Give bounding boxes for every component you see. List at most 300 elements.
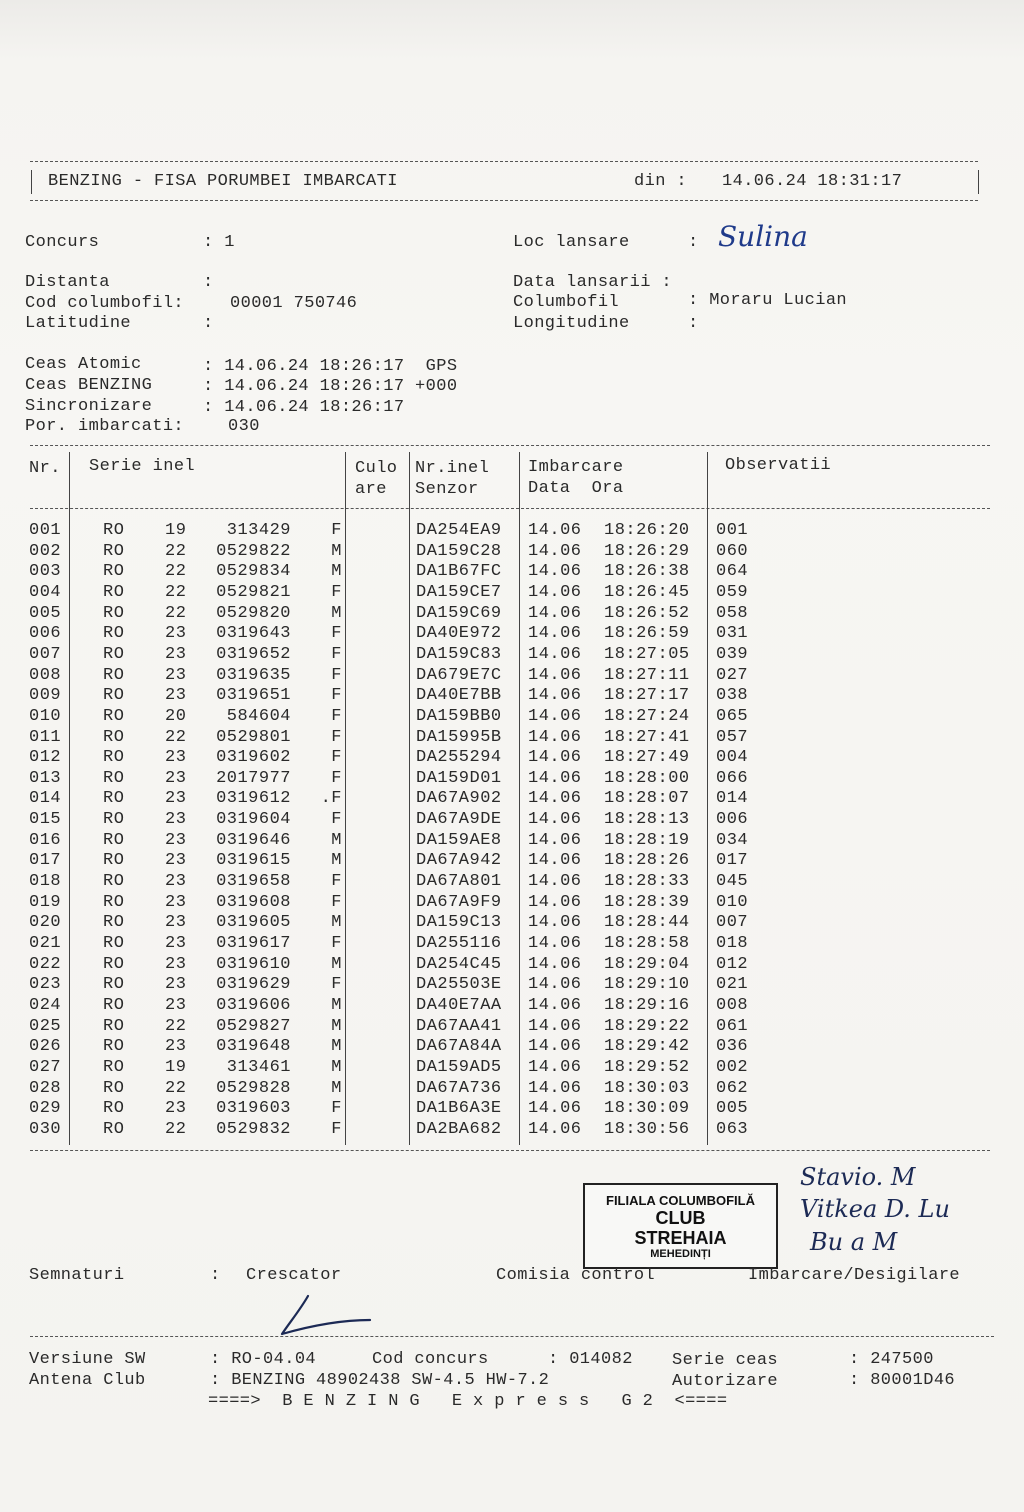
table-row <box>0 542 1024 563</box>
autorizare-label: Autorizare <box>672 1372 779 1391</box>
ceas-atomic-value: : 14.06.24 18:26:17 GPS <box>203 357 458 376</box>
cell-ora: 18:26:20 <box>604 521 690 540</box>
cell-observatii: 012 <box>716 954 749 974</box>
por-imbarcati-value: 030 <box>228 417 260 436</box>
cell-data: 14.06 <box>528 686 582 706</box>
cell-data: 14.06 <box>528 1016 582 1036</box>
stamp-line-3: STREHAIA <box>634 1228 727 1248</box>
concurs-label: Concurs <box>25 233 100 252</box>
cell-nr: 004 <box>29 582 62 602</box>
cell-senzor: DA159BB0 <box>416 706 502 726</box>
cell-ring: 0319602 <box>216 748 291 768</box>
cell-nr: 007 <box>29 644 62 664</box>
crescator-signature-scribble <box>270 1290 380 1340</box>
cell-country: RO <box>103 624 125 644</box>
table-row <box>0 583 1024 604</box>
cell-country: RO <box>103 1119 125 1139</box>
cell-observatii: 062 <box>716 1078 749 1098</box>
cell-ring: 0319612 <box>216 789 291 809</box>
cell-year: 22 <box>165 582 187 602</box>
cell-data: 14.06 <box>528 975 582 995</box>
cell-sex: F <box>331 1099 342 1119</box>
cell-data: 14.06 <box>528 727 582 747</box>
cell-country: RO <box>103 810 125 830</box>
cell-ring: 0319629 <box>216 975 291 995</box>
cell-observatii: 004 <box>716 748 749 768</box>
cell-country: RO <box>103 975 125 995</box>
por-imbarcati-label: Por. imbarcati: <box>25 417 185 436</box>
cell-country: RO <box>103 789 125 809</box>
cell-year: 23 <box>165 872 187 892</box>
cell-country: RO <box>103 582 125 602</box>
cell-nr: 013 <box>29 768 62 788</box>
cell-ora: 18:30:09 <box>604 1099 690 1119</box>
table-row <box>0 934 1024 955</box>
cell-year: 23 <box>165 748 187 768</box>
cell-data: 14.06 <box>528 830 582 850</box>
ceas-benzing-value: : 14.06.24 18:26:17 +000 <box>203 377 458 396</box>
cell-senzor: DA67A9F9 <box>416 892 502 912</box>
data-lansarii-label: Data lansarii : <box>513 273 673 292</box>
table-row <box>0 851 1024 872</box>
loc-lansare-label: Loc lansare <box>513 233 630 252</box>
cell-senzor: DA67A736 <box>416 1078 502 1098</box>
header-top-border <box>30 161 978 162</box>
cell-data: 14.06 <box>528 892 582 912</box>
semnaturi-label: Semnaturi <box>29 1266 125 1285</box>
cell-nr: 028 <box>29 1078 62 1098</box>
cell-ora: 18:27:11 <box>604 665 690 685</box>
cell-ora: 18:28:00 <box>604 768 690 788</box>
cell-senzor: DA40E7BB <box>416 686 502 706</box>
cell-senzor: DA255294 <box>416 748 502 768</box>
cell-senzor: DA159AD5 <box>416 1057 502 1077</box>
cell-sex: F <box>331 624 342 644</box>
cell-ring: 0529821 <box>216 582 291 602</box>
cell-nr: 020 <box>29 913 62 933</box>
semnaturi-sep: : <box>210 1266 221 1285</box>
cell-ora: 18:26:52 <box>604 603 690 623</box>
cell-nr: 030 <box>29 1119 62 1139</box>
cell-observatii: 058 <box>716 603 749 623</box>
cell-ring: 0319608 <box>216 892 291 912</box>
table-row <box>0 707 1024 728</box>
cell-sex: M <box>331 603 342 623</box>
cell-year: 23 <box>165 913 187 933</box>
cell-sex: F <box>331 810 342 830</box>
cell-country: RO <box>103 686 125 706</box>
cell-senzor: DA159C83 <box>416 644 502 664</box>
antena-club-label: Antena Club <box>29 1371 146 1390</box>
handwritten-signature-1: Stavio. M <box>800 1163 916 1191</box>
cell-sex: M <box>331 1037 342 1057</box>
cell-ora: 18:29:16 <box>604 995 690 1015</box>
cell-ring: 0319617 <box>216 934 291 953</box>
cell-observatii: 060 <box>716 541 749 561</box>
th-observatii: Observatii <box>725 456 832 475</box>
cell-senzor: DA159D01 <box>416 768 502 788</box>
cell-nr: 024 <box>29 995 62 1015</box>
cell-senzor: DA2BA682 <box>416 1119 502 1139</box>
cell-ring: 313429 <box>226 521 291 540</box>
table-bottom-border <box>30 1150 990 1151</box>
cell-sex: M <box>331 913 342 933</box>
cell-sex: F <box>331 892 342 912</box>
cell-nr: 027 <box>29 1057 62 1077</box>
cell-sex: F <box>331 521 342 540</box>
cell-senzor: DA159C69 <box>416 603 502 623</box>
cell-nr: 001 <box>29 521 62 540</box>
cell-country: RO <box>103 851 125 871</box>
cell-sex: F <box>331 1119 342 1139</box>
cell-observatii: 057 <box>716 727 749 747</box>
distanta-value: : <box>203 273 214 292</box>
latitudine-label: Latitudine <box>25 314 132 333</box>
cell-data: 14.06 <box>528 521 582 540</box>
cell-year: 22 <box>165 603 187 623</box>
cell-ora: 18:30:56 <box>604 1119 690 1139</box>
latitudine-value: : <box>203 314 214 333</box>
cell-nr: 003 <box>29 562 62 582</box>
versiune-sw-value: : RO-04.04 <box>210 1350 317 1369</box>
table-row <box>0 521 1024 542</box>
cell-nr: 015 <box>29 810 62 830</box>
cell-senzor: DA255116 <box>416 934 502 953</box>
cell-senzor: DA254EA9 <box>416 521 502 540</box>
cell-country: RO <box>103 727 125 747</box>
cell-observatii: 066 <box>716 768 749 788</box>
cell-data: 14.06 <box>528 562 582 582</box>
th-nrinel-1: Nr.inel <box>415 459 490 478</box>
cell-ora: 18:28:26 <box>604 851 690 871</box>
cell-data: 14.06 <box>528 748 582 768</box>
cell-year: 20 <box>165 706 187 726</box>
cell-year: 23 <box>165 975 187 995</box>
cell-country: RO <box>103 1099 125 1119</box>
club-stamp <box>583 1183 778 1269</box>
cell-ora: 18:26:59 <box>604 624 690 644</box>
cell-data: 14.06 <box>528 1119 582 1139</box>
cell-sex: M <box>331 1057 342 1077</box>
antena-club-value: : BENZING 48902438 SW-4.5 HW-7.2 <box>210 1371 550 1390</box>
cell-observatii: 001 <box>716 521 749 540</box>
cell-ring: 0529832 <box>216 1119 291 1139</box>
cell-nr: 011 <box>29 727 62 747</box>
cell-senzor: DA67A942 <box>416 851 502 871</box>
crescator-label: Crescator <box>246 1266 342 1285</box>
cell-data: 14.06 <box>528 1057 582 1077</box>
cell-year: 22 <box>165 1016 187 1036</box>
cell-nr: 014 <box>29 789 62 809</box>
cell-ora: 18:30:03 <box>604 1078 690 1098</box>
cell-ora: 18:28:44 <box>604 913 690 933</box>
cell-senzor: DA254C45 <box>416 954 502 974</box>
cell-nr: 029 <box>29 1099 62 1119</box>
cell-sex: F <box>331 934 342 953</box>
th-culoare-1: Culo <box>355 459 398 478</box>
cell-sex: M <box>331 562 342 582</box>
cell-sex: M <box>331 541 342 561</box>
cell-sex: F <box>331 582 342 602</box>
cell-data: 14.06 <box>528 851 582 871</box>
longitudine-value: : <box>688 314 699 333</box>
cell-observatii: 027 <box>716 665 749 685</box>
cell-ring: 0319605 <box>216 913 291 933</box>
table-row <box>0 955 1024 976</box>
cell-ora: 18:28:13 <box>604 810 690 830</box>
cell-senzor: DA159C13 <box>416 913 502 933</box>
cell-data: 14.06 <box>528 810 582 830</box>
cell-year: 23 <box>165 665 187 685</box>
cell-sex: F <box>331 748 342 768</box>
cell-year: 22 <box>165 1119 187 1139</box>
concurs-value: : 1 <box>203 233 235 252</box>
distanta-label: Distanta <box>25 273 110 292</box>
cod-columbofil-value: 00001 750746 <box>230 294 358 313</box>
cell-ora: 18:27:17 <box>604 686 690 706</box>
cell-senzor: DA159CE7 <box>416 582 502 602</box>
cell-year: 23 <box>165 1099 187 1119</box>
cell-country: RO <box>103 1016 125 1036</box>
cell-year: 23 <box>165 644 187 664</box>
loc-lansare-handwritten: Sulina <box>718 220 808 253</box>
cell-country: RO <box>103 830 125 850</box>
cell-ring: 0529834 <box>216 562 291 582</box>
cell-country: RO <box>103 603 125 623</box>
cell-year: 22 <box>165 1078 187 1098</box>
th-serie-inel: Serie inel <box>89 457 196 476</box>
cell-country: RO <box>103 706 125 726</box>
table-row <box>0 831 1024 852</box>
cell-observatii: 018 <box>716 934 749 953</box>
cell-senzor: DA679E7C <box>416 665 502 685</box>
cell-senzor: DA67A84A <box>416 1037 502 1057</box>
cell-year: 19 <box>165 1057 187 1077</box>
cell-country: RO <box>103 521 125 540</box>
cell-observatii: 036 <box>716 1037 749 1057</box>
cell-nr: 008 <box>29 665 62 685</box>
cell-ora: 18:27:49 <box>604 748 690 768</box>
cell-senzor: DA15995B <box>416 727 502 747</box>
cell-year: 23 <box>165 954 187 974</box>
cell-nr: 021 <box>29 934 62 953</box>
cod-concurs-value: : 014082 <box>548 1350 633 1369</box>
autorizare-value: : 80001D46 <box>849 1371 956 1390</box>
table-row <box>0 562 1024 583</box>
cell-nr: 002 <box>29 541 62 561</box>
cell-data: 14.06 <box>528 913 582 933</box>
versiune-sw-label: Versiune SW <box>29 1350 146 1369</box>
cell-country: RO <box>103 913 125 933</box>
cell-ora: 18:28:07 <box>604 789 690 809</box>
cell-year: 23 <box>165 686 187 706</box>
cell-senzor: DA40E972 <box>416 624 502 644</box>
cell-senzor: DA1B67FC <box>416 562 502 582</box>
cell-data: 14.06 <box>528 995 582 1015</box>
table-row <box>0 1017 1024 1038</box>
table-row <box>0 645 1024 666</box>
comisia-control-label: Comisia control <box>496 1266 656 1285</box>
cell-data: 14.06 <box>528 603 582 623</box>
cell-ring: 0319606 <box>216 995 291 1015</box>
table-row <box>0 975 1024 996</box>
cell-sex: F <box>331 686 342 706</box>
cell-ora: 18:29:22 <box>604 1016 690 1036</box>
cell-ora: 18:28:39 <box>604 892 690 912</box>
cell-observatii: 014 <box>716 789 749 809</box>
cod-columbofil-label: Cod columbofil: <box>25 294 185 313</box>
cell-sex: F <box>331 706 342 726</box>
cell-sex: F <box>331 644 342 664</box>
header-datetime: 14.06.24 18:31:17 <box>722 172 903 191</box>
header-bottom-border <box>30 200 978 201</box>
cell-observatii: 065 <box>716 706 749 726</box>
th-culoare-2: are <box>355 480 387 499</box>
cell-country: RO <box>103 995 125 1015</box>
cell-sex: F <box>331 768 342 788</box>
ceas-benzing-label: Ceas BENZING <box>25 376 153 395</box>
cell-nr: 022 <box>29 954 62 974</box>
sincronizare-label: Sincronizare <box>25 397 153 416</box>
cell-country: RO <box>103 748 125 768</box>
table-row <box>0 748 1024 769</box>
cell-year: 23 <box>165 830 187 850</box>
cell-data: 14.06 <box>528 789 582 809</box>
cell-senzor: DA67A9DE <box>416 810 502 830</box>
cell-observatii: 059 <box>716 582 749 602</box>
cell-observatii: 063 <box>716 1119 749 1139</box>
cell-country: RO <box>103 644 125 664</box>
cell-ring: 0319646 <box>216 830 291 850</box>
cell-year: 23 <box>165 934 187 953</box>
table-row <box>0 686 1024 707</box>
cell-year: 23 <box>165 1037 187 1057</box>
cell-data: 14.06 <box>528 1099 582 1119</box>
cell-sex: F <box>331 975 342 995</box>
table-row <box>0 1058 1024 1079</box>
cell-ring: 2017977 <box>216 768 291 788</box>
cell-ring: 313461 <box>226 1057 291 1077</box>
stamp-line-4: MEHEDINȚI <box>650 1248 711 1260</box>
cell-nr: 006 <box>29 624 62 644</box>
cell-nr: 012 <box>29 748 62 768</box>
cell-sex: F <box>331 665 342 685</box>
header-left-border <box>31 170 32 194</box>
th-imbarcare-2: Data Ora <box>528 479 624 498</box>
cell-sex: F <box>331 727 342 747</box>
imbarcare-desigilare-label: Imbarcare/Desigilare <box>748 1266 961 1285</box>
cell-observatii: 010 <box>716 892 749 912</box>
longitudine-label: Longitudine <box>513 314 630 333</box>
loc-lansare-sep: : <box>688 233 699 252</box>
cell-ora: 18:27:41 <box>604 727 690 747</box>
table-row <box>0 996 1024 1017</box>
cell-data: 14.06 <box>528 665 582 685</box>
cell-sex: M <box>331 851 342 871</box>
cell-data: 14.06 <box>528 872 582 892</box>
cell-ora: 18:29:04 <box>604 954 690 974</box>
stamp-line-2: CLUB <box>655 1208 706 1228</box>
stamp-line-1: FILIALA COLUMBOFILĂ <box>606 1193 755 1208</box>
cell-ring: 0319658 <box>216 872 291 892</box>
table-row <box>0 666 1024 687</box>
th-nrinel-2: Senzor <box>415 480 479 499</box>
cell-senzor: DA1B6A3E <box>416 1099 502 1119</box>
table-row <box>0 872 1024 893</box>
table-row <box>0 728 1024 749</box>
cell-nr: 017 <box>29 851 62 871</box>
cell-sex: M <box>331 830 342 850</box>
table-row <box>0 913 1024 934</box>
cell-nr: 026 <box>29 1037 62 1057</box>
cell-ring: 0319603 <box>216 1099 291 1119</box>
cell-observatii: 005 <box>716 1099 749 1119</box>
cell-ring: 0529827 <box>216 1016 291 1036</box>
cell-ring: 0529822 <box>216 541 291 561</box>
cell-country: RO <box>103 934 125 953</box>
cell-observatii: 006 <box>716 810 749 830</box>
cell-ring: 0319635 <box>216 665 291 685</box>
cell-data: 14.06 <box>528 954 582 974</box>
cell-year: 19 <box>165 521 187 540</box>
cell-sex: M <box>331 1078 342 1098</box>
cell-nr: 016 <box>29 830 62 850</box>
cell-data: 14.06 <box>528 582 582 602</box>
cell-observatii: 008 <box>716 995 749 1015</box>
serie-ceas-value: : 247500 <box>849 1350 934 1369</box>
cell-country: RO <box>103 1037 125 1057</box>
cell-country: RO <box>103 1078 125 1098</box>
cell-year: 22 <box>165 727 187 747</box>
table-row <box>0 1120 1024 1141</box>
cell-year: 23 <box>165 851 187 871</box>
cell-year: 23 <box>165 768 187 788</box>
handwritten-signature-3: Bu a M <box>810 1228 898 1256</box>
cell-ring: 0319615 <box>216 851 291 871</box>
cell-ring: 0319648 <box>216 1037 291 1057</box>
cell-sex: F <box>331 872 342 892</box>
cell-observatii: 002 <box>716 1057 749 1077</box>
cell-ora: 18:27:24 <box>604 706 690 726</box>
cell-ring: 0319643 <box>216 624 291 644</box>
cell-nr: 005 <box>29 603 62 623</box>
table-row <box>0 893 1024 914</box>
cell-year: 22 <box>165 562 187 582</box>
cell-sex: M <box>331 954 342 974</box>
cell-ring: 584604 <box>226 706 291 726</box>
cell-data: 14.06 <box>528 1078 582 1098</box>
cell-nr: 019 <box>29 892 62 912</box>
cell-ora: 18:29:42 <box>604 1037 690 1057</box>
cell-country: RO <box>103 892 125 912</box>
cell-year: 23 <box>165 995 187 1015</box>
cell-data: 14.06 <box>528 934 582 953</box>
ceas-atomic-label: Ceas Atomic <box>25 355 142 374</box>
cell-year: 23 <box>165 789 187 809</box>
cell-ora: 18:27:05 <box>604 644 690 664</box>
cell-data: 14.06 <box>528 541 582 561</box>
table-row <box>0 810 1024 831</box>
cell-ora: 18:26:38 <box>604 562 690 582</box>
cell-nr: 025 <box>29 1016 62 1036</box>
cell-country: RO <box>103 1057 125 1077</box>
cell-observatii: 017 <box>716 851 749 871</box>
cell-ring: 0319604 <box>216 810 291 830</box>
table-row <box>0 1037 1024 1058</box>
cell-observatii: 007 <box>716 913 749 933</box>
cell-senzor: DA25503E <box>416 975 502 995</box>
columbofil-value: : Moraru Lucian <box>688 291 848 310</box>
